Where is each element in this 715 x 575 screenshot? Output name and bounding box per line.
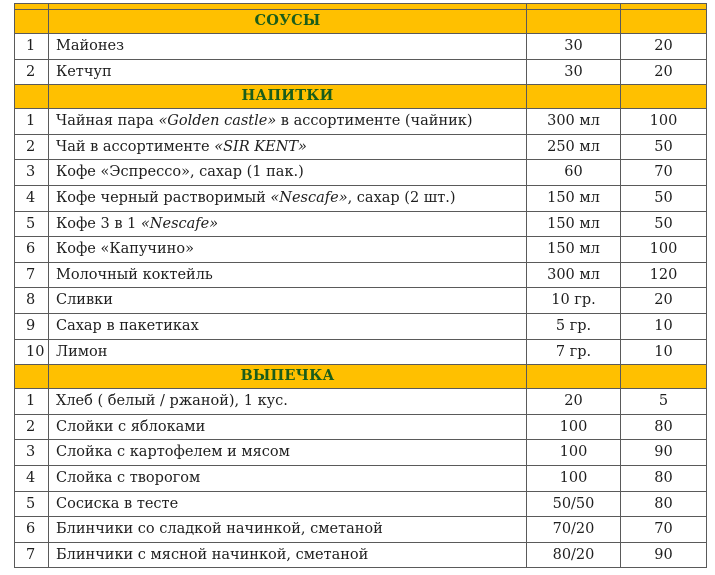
item-price: 20 xyxy=(621,59,707,85)
item-name xyxy=(49,160,527,186)
menu-item-row xyxy=(15,160,707,186)
item-price: 20 xyxy=(621,288,707,314)
section-header-empty-cell xyxy=(621,85,707,109)
item-name xyxy=(49,134,527,160)
item-name-text: Кетчуп xyxy=(56,63,112,80)
item-number: 3 xyxy=(15,440,49,466)
menu-item-row xyxy=(15,517,707,543)
item-name xyxy=(49,389,527,415)
item-number: 2 xyxy=(15,59,49,85)
section-header-empty-cell xyxy=(621,365,707,389)
item-name xyxy=(49,237,527,263)
item-number: 9 xyxy=(15,313,49,339)
item-number: 10 xyxy=(15,339,49,365)
item-name xyxy=(49,313,527,339)
section-header-row xyxy=(15,365,707,389)
item-number: 4 xyxy=(15,465,49,491)
section-header-empty-cell xyxy=(527,10,621,34)
item-name-text: Хлеб ( белый / ржаной), 1 кус. xyxy=(56,393,288,410)
item-price: 80 xyxy=(621,491,707,517)
section-header-empty-cell xyxy=(15,85,49,109)
item-name-brand: «Nescafe» xyxy=(270,190,348,207)
item-name xyxy=(49,288,527,314)
menu-item-row xyxy=(15,211,707,237)
menu-item-row xyxy=(15,134,707,160)
item-quantity: 150 мл xyxy=(527,237,621,263)
section-header-empty-cell xyxy=(527,365,621,389)
menu-item-row xyxy=(15,34,707,60)
item-number: 5 xyxy=(15,491,49,517)
item-name xyxy=(49,414,527,440)
item-price: 50 xyxy=(621,185,707,211)
menu-table xyxy=(14,3,707,568)
section-header-empty-cell xyxy=(527,85,621,109)
item-name-text: Кофе «Эспрессо», сахар (1 пак.) xyxy=(56,164,304,181)
item-name-text: , сахар (2 шт.) xyxy=(347,190,456,207)
section-title: СОУСЫ xyxy=(49,10,527,34)
section-header-row xyxy=(15,85,707,109)
item-name-text: Чай в ассортименте xyxy=(56,138,215,155)
item-name-brand: «Nescafe» xyxy=(140,215,219,232)
item-number: 5 xyxy=(15,211,49,237)
menu-item-row xyxy=(15,59,707,85)
item-price: 20 xyxy=(621,34,707,60)
menu-item-row xyxy=(15,491,707,517)
item-number: 6 xyxy=(15,237,49,263)
item-name-text: Сливки xyxy=(56,292,113,309)
item-quantity: 60 xyxy=(527,160,621,186)
item-quantity: 300 мл xyxy=(527,109,621,135)
item-name xyxy=(49,34,527,60)
item-price: 5 xyxy=(621,389,707,415)
section-title: ВЫПЕЧКА xyxy=(49,365,527,389)
item-number: 1 xyxy=(15,34,49,60)
item-name xyxy=(49,262,527,288)
item-name-text: Кофе черный растворимый xyxy=(56,190,271,207)
item-name xyxy=(49,465,527,491)
item-price: 70 xyxy=(621,517,707,543)
item-number: 4 xyxy=(15,185,49,211)
item-name-text: Слойка с творогом xyxy=(56,469,201,486)
menu-item-row xyxy=(15,414,707,440)
item-number: 7 xyxy=(15,542,49,568)
item-name-brand: «Golden castle» xyxy=(158,113,277,130)
item-number: 7 xyxy=(15,262,49,288)
item-name xyxy=(49,517,527,543)
item-quantity: 150 мл xyxy=(527,211,621,237)
menu-item-row xyxy=(15,440,707,466)
item-number: 6 xyxy=(15,517,49,543)
item-price: 100 xyxy=(621,109,707,135)
item-name xyxy=(49,211,527,237)
item-name-text: Блинчики со сладкой начинкой, сметаной xyxy=(56,521,383,538)
item-name-text: Молочный коктейль xyxy=(56,266,213,283)
item-number: 1 xyxy=(15,109,49,135)
item-quantity: 70/20 xyxy=(527,517,621,543)
item-name xyxy=(49,109,527,135)
item-quantity: 300 мл xyxy=(527,262,621,288)
item-number: 2 xyxy=(15,414,49,440)
item-quantity: 10 гр. xyxy=(527,288,621,314)
item-name xyxy=(49,440,527,466)
menu-item-row xyxy=(15,465,707,491)
section-header-empty-cell xyxy=(621,10,707,34)
item-price: 90 xyxy=(621,440,707,466)
item-quantity: 30 xyxy=(527,59,621,85)
item-name-text: в ассортименте (чайник) xyxy=(276,113,473,130)
item-quantity: 5 гр. xyxy=(527,313,621,339)
item-quantity: 250 мл xyxy=(527,134,621,160)
item-name-text: Кофе «Капучино» xyxy=(56,241,194,258)
item-price: 50 xyxy=(621,134,707,160)
section-header-empty-cell xyxy=(15,10,49,34)
item-name-text: Сосиска в тесте xyxy=(56,495,179,512)
item-name-text: Блинчики с мясной начинкой, сметаной xyxy=(56,546,369,563)
item-name-text: Лимон xyxy=(56,343,108,360)
item-name xyxy=(49,491,527,517)
menu-item-row xyxy=(15,185,707,211)
item-quantity: 80/20 xyxy=(527,542,621,568)
item-quantity: 100 xyxy=(527,465,621,491)
item-price: 10 xyxy=(621,313,707,339)
item-name-text: Кофе 3 в 1 xyxy=(56,215,141,232)
item-price: 100 xyxy=(621,237,707,263)
section-header-empty-cell xyxy=(15,365,49,389)
item-name-text: Сахар в пакетиках xyxy=(56,317,199,334)
menu-item-row xyxy=(15,389,707,415)
item-name xyxy=(49,542,527,568)
menu-item-row xyxy=(15,542,707,568)
menu-item-row xyxy=(15,339,707,365)
item-name xyxy=(49,339,527,365)
menu-table-body xyxy=(15,4,707,568)
item-price: 90 xyxy=(621,542,707,568)
item-price: 10 xyxy=(621,339,707,365)
menu-item-row xyxy=(15,262,707,288)
item-name-text: Слойка с картофелем и мясом xyxy=(56,444,290,461)
item-price: 80 xyxy=(621,465,707,491)
section-header-row xyxy=(15,10,707,34)
item-quantity: 150 мл xyxy=(527,185,621,211)
section-title: НАПИТКИ xyxy=(49,85,527,109)
item-number: 1 xyxy=(15,389,49,415)
menu-item-row xyxy=(15,109,707,135)
item-name-text: Чайная пара xyxy=(56,113,159,130)
item-price: 70 xyxy=(621,160,707,186)
item-quantity: 20 xyxy=(527,389,621,415)
item-name-text: Слойки с яблоками xyxy=(56,418,206,435)
item-name xyxy=(49,185,527,211)
menu-item-row xyxy=(15,237,707,263)
item-number: 3 xyxy=(15,160,49,186)
item-price: 80 xyxy=(621,414,707,440)
item-quantity: 7 гр. xyxy=(527,339,621,365)
item-number: 2 xyxy=(15,134,49,160)
menu-item-row xyxy=(15,313,707,339)
item-quantity: 30 xyxy=(527,34,621,60)
menu-item-row xyxy=(15,288,707,314)
item-quantity: 100 xyxy=(527,414,621,440)
item-price: 50 xyxy=(621,211,707,237)
item-name-brand: «SIR KENT» xyxy=(214,138,307,155)
item-number: 8 xyxy=(15,288,49,314)
item-quantity: 100 xyxy=(527,440,621,466)
item-price: 120 xyxy=(621,262,707,288)
item-name-text: Майонез xyxy=(56,38,125,55)
item-quantity: 50/50 xyxy=(527,491,621,517)
item-name xyxy=(49,59,527,85)
